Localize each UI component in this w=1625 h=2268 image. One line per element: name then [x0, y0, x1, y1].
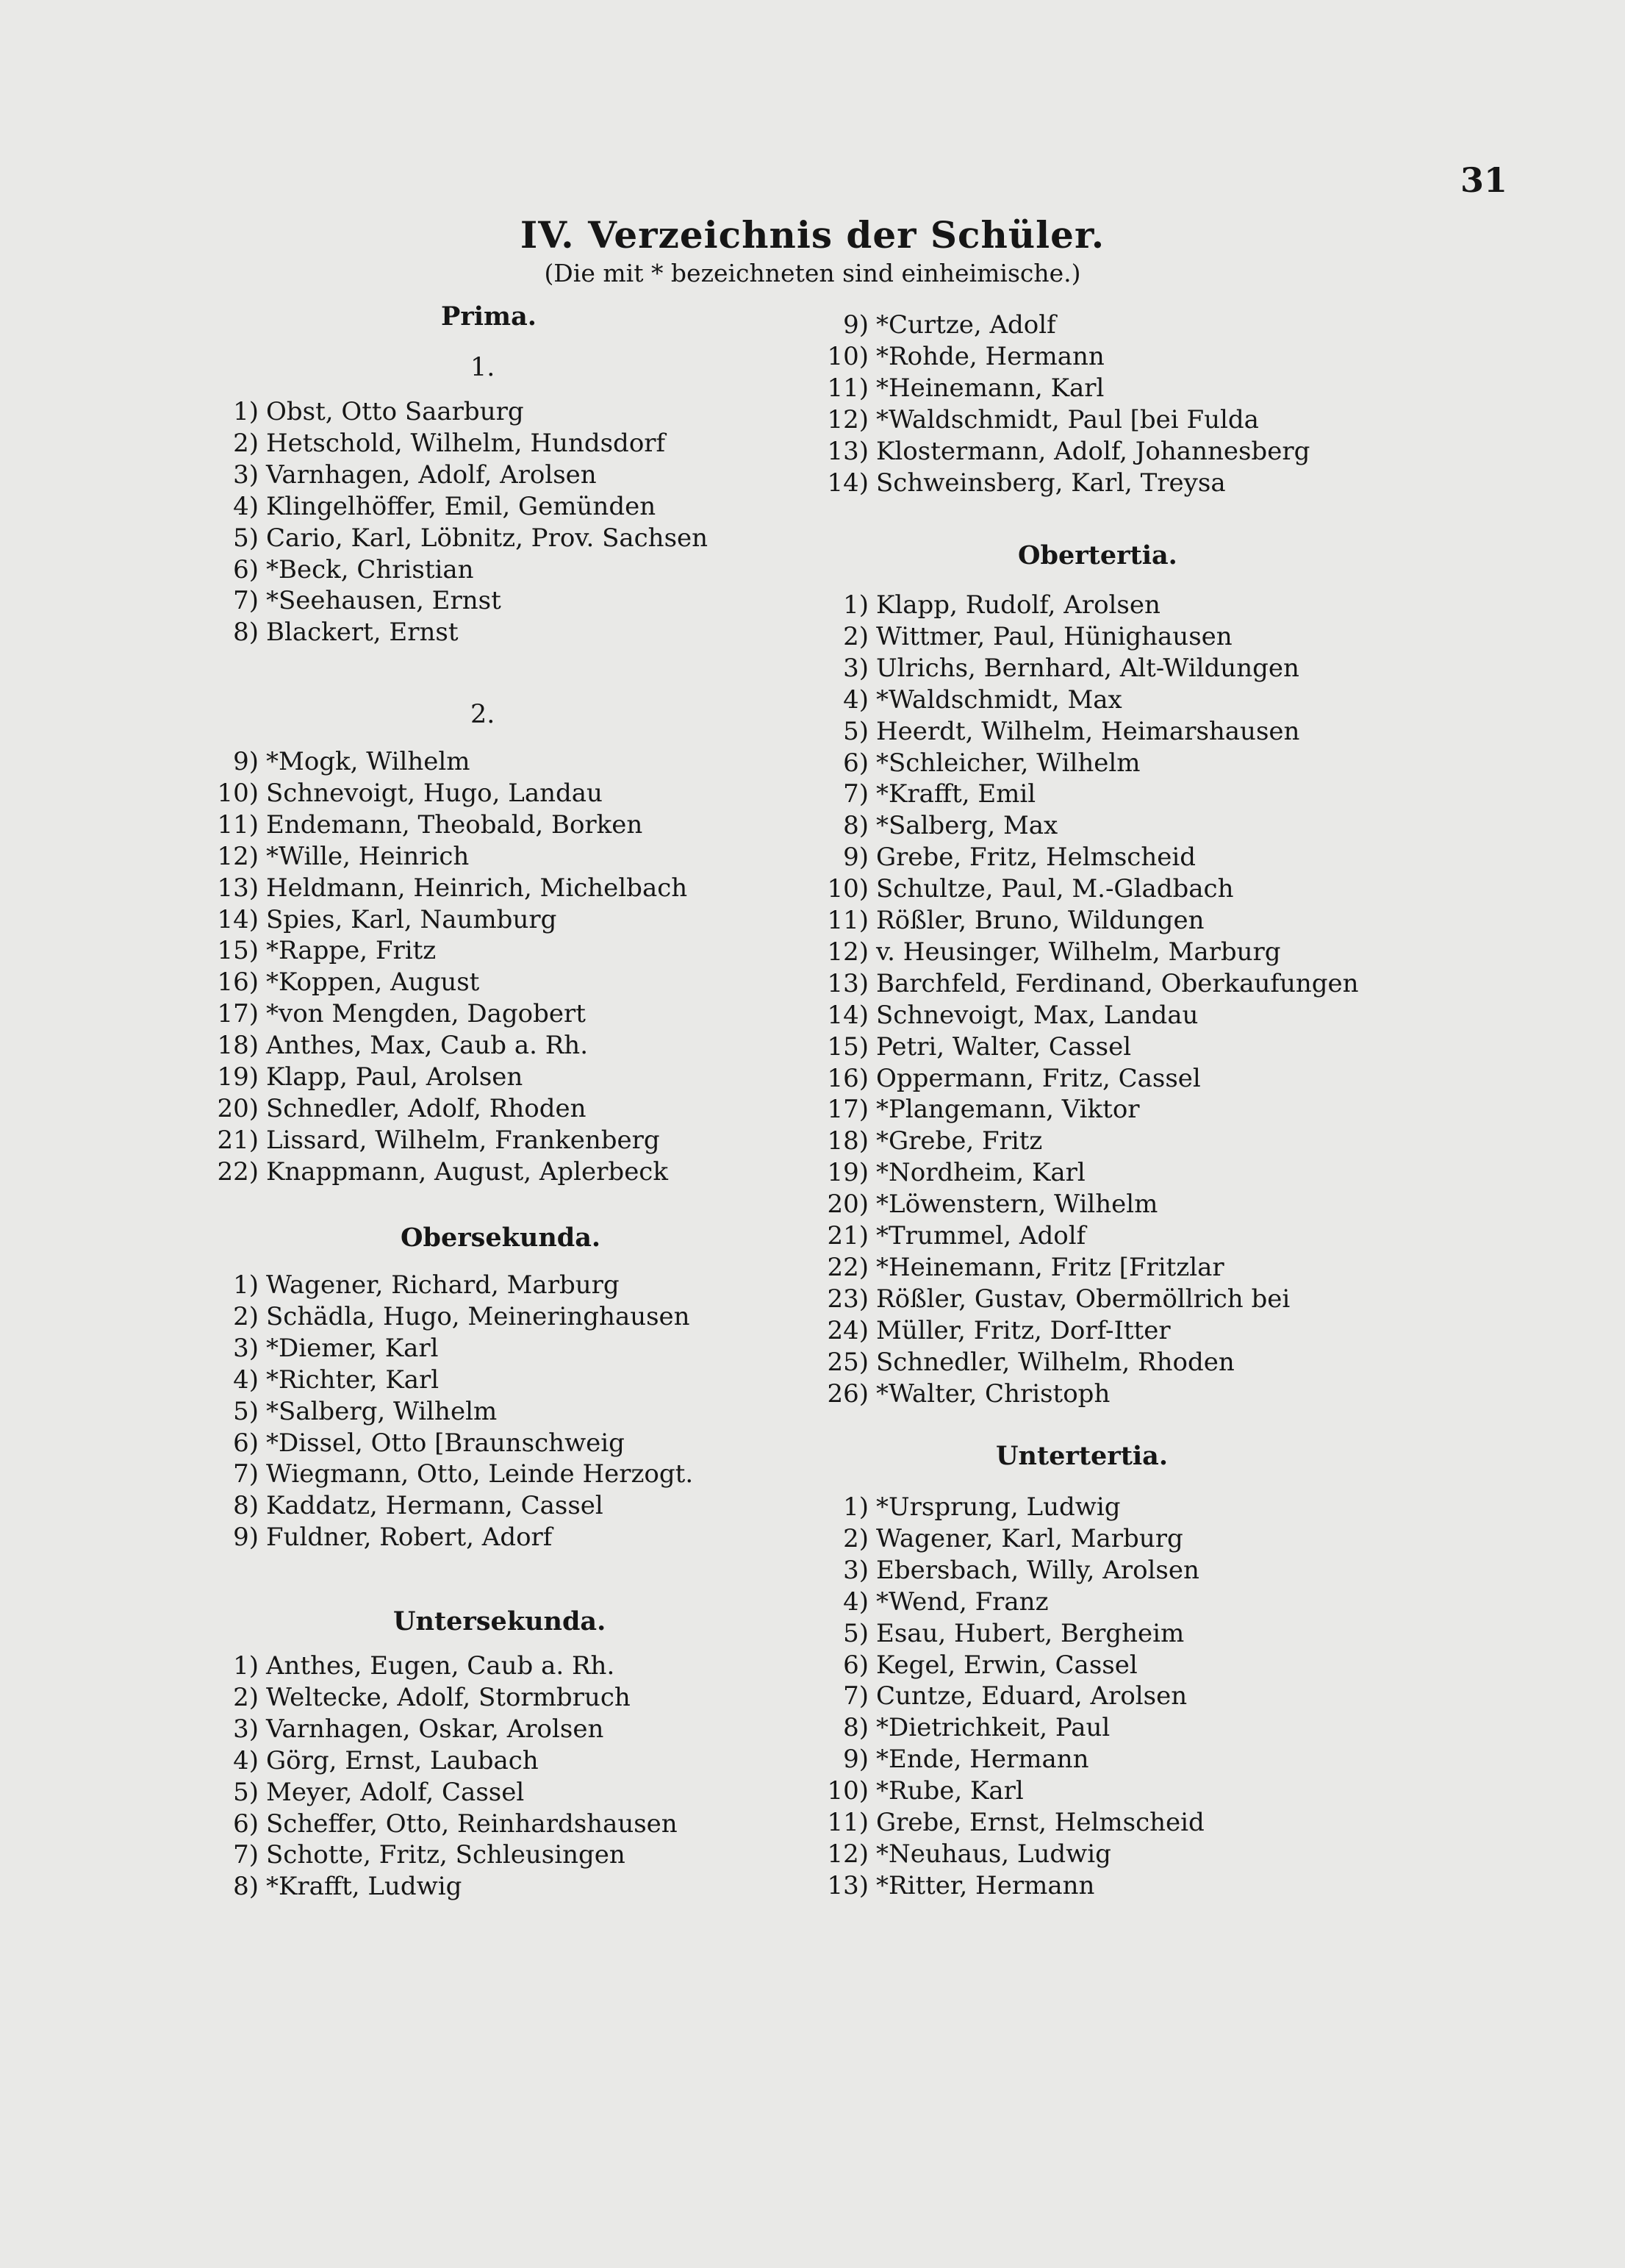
item-number: 20) [827, 1190, 869, 1220]
list-item [213, 1683, 631, 1715]
student-entry: *Salberg, Wilhelm [266, 1396, 498, 1426]
list-item [823, 1284, 1290, 1317]
list-item [823, 437, 1310, 469]
student-entry: Lissard, Wilhelm, Frankenberg [266, 1125, 660, 1155]
item-number: 15) [827, 1031, 869, 1062]
item-number: 3) [843, 1555, 869, 1585]
list-item [823, 1032, 1131, 1065]
list-item [213, 1840, 625, 1872]
student-entry: *Krafft, Emil [876, 779, 1036, 809]
list-item [823, 1524, 1183, 1556]
student-entry: *Beck, Christian [266, 554, 474, 584]
student-entry: Meyer, Adolf, Cassel [266, 1777, 525, 1807]
item-number: 8) [843, 811, 869, 841]
list-item [823, 1681, 1187, 1714]
list-item [823, 906, 1204, 938]
list-item [823, 654, 1299, 686]
list-item [213, 555, 474, 587]
list-item [213, 1746, 539, 1778]
item-number: 17) [217, 999, 259, 1029]
list-item [213, 1491, 603, 1523]
list-item [823, 969, 1359, 1001]
student-entry: Obst, Otto Saarburg [266, 397, 524, 426]
list-item [213, 1334, 439, 1366]
student-entry: *Trummel, Adolf [876, 1221, 1086, 1251]
student-entry: Ebersbach, Willy, Arolsen [876, 1555, 1199, 1585]
list-item [823, 1871, 1094, 1903]
list-item [213, 1031, 588, 1063]
item-number: 2) [233, 1682, 259, 1712]
student-entry: Varnhagen, Oskar, Arolsen [266, 1714, 604, 1744]
student-entry: Cario, Karl, Löbnitz, Prov. Sachsen [266, 523, 709, 553]
item-number: 4) [843, 684, 869, 715]
item-number: 11) [827, 1808, 869, 1837]
item-number: 7) [843, 779, 869, 809]
list-item [823, 1808, 1205, 1840]
item-number: 7) [233, 1840, 259, 1870]
student-entry: *Krafft, Ludwig [266, 1872, 462, 1902]
student-entry: Wagener, Karl, Marburg [876, 1523, 1183, 1553]
item-number: 4) [233, 1745, 259, 1775]
student-entry: Blackert, Ernst [266, 618, 459, 648]
student-entry: Rößler, Gustav, Obermöllrich bei [876, 1284, 1291, 1314]
item-number: 5) [233, 1777, 259, 1807]
item-number: 7) [233, 586, 259, 616]
item-number: 10) [827, 1776, 869, 1806]
list-item [823, 1556, 1199, 1588]
item-number: 8) [843, 1713, 869, 1743]
list-item [823, 1839, 1111, 1872]
student-entry: *Rube, Karl [876, 1776, 1024, 1806]
section-heading-obertertia: Obertertia. [1018, 540, 1177, 570]
list-item [213, 429, 665, 461]
list-item [213, 1872, 462, 1904]
item-number: 21) [217, 1125, 259, 1155]
item-number: 9) [843, 1745, 869, 1775]
list-item [823, 1379, 1110, 1412]
list-item [213, 397, 524, 429]
list-item [213, 1302, 690, 1334]
list-item [823, 1095, 1140, 1127]
section-heading-obersekunda: Obersekunda. [401, 1223, 601, 1253]
student-entry: *Ende, Hermann [876, 1745, 1089, 1775]
item-number: 1) [233, 1270, 259, 1300]
list-item [213, 1157, 668, 1190]
item-number: 2) [233, 428, 259, 458]
item-number: 10) [827, 341, 869, 371]
student-entry: Klapp, Paul, Arolsen [266, 1062, 523, 1092]
item-number: 1) [843, 590, 869, 620]
student-entry: *Mogk, Wilhelm [266, 747, 470, 776]
student-entry: Knappmann, August, Aplerbeck [266, 1156, 668, 1187]
item-number: 14) [827, 468, 869, 498]
item-number: 19) [217, 1062, 259, 1092]
item-number: 26) [827, 1378, 869, 1409]
item-number: 20) [217, 1093, 259, 1123]
item-number: 1) [233, 397, 259, 426]
group-label-2: 2. [470, 700, 495, 729]
student-entry: *Curtze, Adolf [876, 310, 1056, 340]
list-item [213, 523, 708, 556]
list-item [213, 460, 597, 493]
student-entry: Schnevoigt, Max, Landau [876, 1000, 1199, 1030]
student-entry: *Ritter, Hermann [876, 1870, 1095, 1900]
student-entry: *Salberg, Max [876, 811, 1058, 841]
item-number: 11) [827, 906, 869, 935]
item-number: 3) [233, 459, 259, 490]
item-number: 12) [827, 404, 869, 434]
item-number: 7) [843, 1681, 869, 1711]
item-number: 9) [843, 843, 869, 873]
item-number: 8) [233, 1872, 259, 1902]
list-item [823, 843, 1196, 875]
student-entry: Schnedler, Wilhelm, Rhoden [876, 1347, 1235, 1377]
student-entry: Scheffer, Otto, Reinhardshausen [266, 1809, 678, 1839]
student-entry: Schnedler, Adolf, Rhoden [266, 1093, 586, 1123]
student-entry: Hetschold, Wilhelm, Hundsdorf [266, 428, 666, 458]
list-item [213, 1428, 625, 1461]
list-item [213, 905, 556, 937]
list-item [213, 1523, 552, 1555]
item-number: 18) [827, 1126, 869, 1156]
item-number: 12) [217, 841, 259, 871]
list-item [213, 810, 642, 843]
item-number: 16) [827, 1063, 869, 1093]
list-item [213, 1094, 586, 1126]
student-entry: Grebe, Ernst, Helmscheid [876, 1808, 1205, 1837]
item-number: 24) [827, 1315, 869, 1345]
student-entry: Grebe, Fritz, Helmscheid [876, 843, 1196, 873]
student-entry: v. Heusinger, Wilhelm, Marburg [876, 937, 1281, 967]
item-number: 6) [843, 748, 869, 778]
student-entry: Weltecke, Adolf, Stormbruch [266, 1682, 631, 1712]
student-entry: Kaddatz, Hermann, Cassel [266, 1491, 603, 1521]
student-entry: *Koppen, August [266, 967, 480, 998]
item-number: 13) [827, 968, 869, 998]
item-number: 8) [233, 1491, 259, 1521]
item-number: 4) [843, 1586, 869, 1617]
student-entry: Schotte, Fritz, Schleusingen [266, 1840, 625, 1870]
student-entry: Oppermann, Fritz, Cassel [876, 1063, 1201, 1093]
list-item [213, 842, 469, 874]
list-item [823, 1492, 1121, 1525]
section-heading-untertertia: Untertertia. [996, 1441, 1169, 1471]
item-number: 3) [843, 653, 869, 683]
item-number: 3) [233, 1714, 259, 1744]
item-number: 5) [843, 1618, 869, 1648]
student-entry: Schweinsberg, Karl, Treysa [876, 468, 1226, 498]
item-number: 2) [233, 1301, 259, 1331]
student-entry: *Schleicher, Wilhelm [876, 748, 1141, 778]
student-entry: Schädla, Hugo, Meineringhausen [266, 1301, 690, 1331]
student-entry: Anthes, Max, Caub a. Rh. [266, 1031, 589, 1061]
student-entry: Anthes, Eugen, Caub a. Rh. [266, 1651, 615, 1681]
student-entry: *Neuhaus, Ludwig [876, 1839, 1111, 1869]
list-item [823, 373, 1104, 406]
list-item [823, 874, 1233, 906]
section-heading-untersekunda: Untersekunda. [393, 1606, 606, 1636]
student-entry: Rößler, Bruno, Wildungen [876, 906, 1205, 935]
student-entry: Endemann, Theobald, Borken [266, 809, 643, 840]
student-entry: Heldmann, Heinrich, Michelbach [266, 873, 688, 903]
list-item [823, 1221, 1086, 1253]
student-entry: *Heinemann, Fritz [Fritzlar [876, 1252, 1224, 1282]
student-entry: Petri, Walter, Cassel [876, 1031, 1132, 1062]
student-entry: *Löwenstern, Wilhelm [876, 1190, 1158, 1220]
item-number: 10) [217, 778, 259, 808]
list-item [823, 590, 1161, 623]
student-entry: Görg, Ernst, Laubach [266, 1745, 539, 1775]
student-entry: *Diemer, Karl [266, 1333, 439, 1363]
student-entry: Ulrichs, Bernhard, Alt-Wildungen [876, 653, 1299, 683]
item-number: 9) [233, 1523, 259, 1553]
list-item [823, 748, 1141, 781]
list-item [823, 1158, 1086, 1190]
list-item [823, 622, 1233, 654]
item-number: 8) [233, 618, 259, 648]
item-number: 7) [233, 1459, 259, 1489]
student-entry: Wiegmann, Otto, Leinde Herzogt. [266, 1459, 694, 1489]
student-entry: *Wille, Heinrich [266, 841, 470, 871]
item-number: 15) [217, 936, 259, 966]
list-item [823, 1126, 1042, 1159]
item-number: 1) [233, 1651, 259, 1681]
student-entry: *Grebe, Fritz [876, 1126, 1043, 1156]
item-number: 11) [217, 809, 259, 840]
list-item [823, 1316, 1171, 1348]
list-item [823, 811, 1058, 843]
item-number: 5) [843, 716, 869, 746]
list-item [213, 586, 501, 618]
item-number: 10) [827, 874, 869, 904]
group-label-1: 1. [470, 353, 495, 382]
list-item [823, 1776, 1024, 1809]
student-entry: Heerdt, Wilhelm, Heimarshausen [876, 716, 1300, 746]
item-number: 5) [233, 523, 259, 553]
student-entry: Wittmer, Paul, Hünighausen [876, 621, 1233, 651]
list-item [823, 1064, 1201, 1096]
student-entry: *Waldschmidt, Max [876, 684, 1122, 715]
list-item [213, 1651, 614, 1684]
list-item [823, 1619, 1184, 1651]
list-item [823, 1650, 1138, 1683]
list-item [823, 779, 1036, 812]
student-entry: Klapp, Rudolf, Arolsen [876, 590, 1161, 620]
list-item [213, 492, 656, 524]
list-item [823, 468, 1226, 501]
item-number: 16) [217, 967, 259, 998]
student-entry: Esau, Hubert, Bergheim [876, 1618, 1185, 1648]
list-item [213, 618, 459, 650]
list-item [213, 1397, 497, 1429]
list-item [823, 342, 1105, 374]
list-item [213, 1778, 524, 1810]
student-entry: *Wend, Franz [876, 1586, 1049, 1617]
item-number: 13) [217, 873, 259, 903]
student-entry: *Dissel, Otto [Braunschweig [266, 1428, 625, 1458]
student-entry: Wagener, Richard, Marburg [266, 1270, 620, 1300]
page-subtitle: (Die mit * bezeichneten sind einheimische.) [544, 259, 1081, 287]
item-number: 25) [827, 1347, 869, 1377]
item-number: 19) [827, 1158, 869, 1188]
list-item [213, 1809, 678, 1842]
list-item [213, 999, 586, 1031]
item-number: 22) [827, 1252, 869, 1282]
student-entry: *Dietrichkeit, Paul [876, 1713, 1111, 1743]
item-number: 2) [843, 621, 869, 651]
student-entry: Schultze, Paul, M.-Gladbach [876, 874, 1234, 904]
student-entry: *Nordheim, Karl [876, 1158, 1086, 1188]
student-entry: Varnhagen, Adolf, Arolsen [266, 459, 597, 490]
student-entry: Müller, Fritz, Dorf-Itter [876, 1315, 1171, 1345]
student-entry: *Seehausen, Ernst [266, 586, 501, 616]
student-entry: Spies, Karl, Naumburg [266, 904, 557, 934]
item-number: 5) [233, 1396, 259, 1426]
list-item [823, 685, 1122, 718]
item-number: 1) [843, 1492, 869, 1522]
student-entry: *Heinemann, Karl [876, 373, 1105, 403]
list-item [213, 779, 603, 811]
list-item [213, 1365, 439, 1398]
list-item [823, 1190, 1158, 1222]
student-entry: Cuntze, Eduard, Arolsen [876, 1681, 1188, 1711]
item-number: 22) [217, 1156, 259, 1187]
list-item [823, 937, 1281, 970]
student-entry: *Rappe, Fritz [266, 936, 437, 966]
student-entry: *Richter, Karl [266, 1364, 440, 1395]
item-number: 12) [827, 1839, 869, 1869]
student-entry: *Plangemann, Viktor [876, 1095, 1140, 1125]
page-title: IV. Verzeichnis der Schüler. [520, 213, 1105, 257]
list-item [213, 1270, 620, 1303]
item-number: 14) [217, 904, 259, 934]
student-entry: Klingelhöffer, Emil, Gemünden [266, 491, 656, 521]
student-entry: Barchfeld, Ferdinand, Oberkaufungen [876, 968, 1359, 998]
list-item [213, 1714, 603, 1747]
student-entry: *von Mengden, Dagobert [266, 999, 586, 1029]
section-heading-prima: Prima. [441, 301, 537, 332]
list-item [823, 1348, 1235, 1380]
student-entry: *Waldschmidt, Paul [bei Fulda [876, 404, 1259, 434]
list-item [823, 405, 1259, 437]
item-number: 6) [843, 1650, 869, 1680]
list-item [213, 747, 470, 779]
student-entry: *Rohde, Hermann [876, 341, 1105, 371]
list-item [823, 1253, 1224, 1285]
student-entry: Klostermann, Adolf, Johannesberg [876, 436, 1310, 466]
student-entry: *Ursprung, Ludwig [876, 1492, 1121, 1522]
item-number: 2) [843, 1523, 869, 1553]
item-number: 6) [233, 1809, 259, 1839]
student-entry: Schnevoigt, Hugo, Landau [266, 778, 603, 808]
list-item [213, 1126, 660, 1158]
student-entry: *Walter, Christoph [876, 1378, 1111, 1409]
item-number: 13) [827, 436, 869, 466]
item-number: 6) [233, 1428, 259, 1458]
item-number: 6) [233, 554, 259, 584]
list-item [823, 1745, 1089, 1777]
list-item [213, 936, 436, 968]
item-number: 13) [827, 1870, 869, 1900]
list-item [823, 310, 1056, 343]
student-entry: Kegel, Erwin, Cassel [876, 1650, 1138, 1680]
item-number: 17) [827, 1095, 869, 1125]
page-number: 31 [1460, 160, 1507, 200]
item-number: 18) [217, 1031, 259, 1061]
item-number: 3) [233, 1333, 259, 1363]
item-number: 21) [827, 1221, 869, 1251]
item-number: 11) [827, 373, 869, 403]
item-number: 4) [233, 491, 259, 521]
list-item [213, 873, 687, 906]
student-entry: Fuldner, Robert, Adorf [266, 1523, 553, 1553]
item-number: 12) [827, 937, 869, 967]
item-number: 9) [843, 310, 869, 340]
item-number: 9) [233, 747, 259, 776]
list-item [213, 1062, 523, 1095]
list-item [213, 1459, 693, 1492]
list-item [823, 717, 1299, 749]
item-number: 14) [827, 1000, 869, 1030]
list-item [823, 1587, 1049, 1620]
item-number: 23) [827, 1284, 869, 1314]
list-item [823, 1001, 1198, 1033]
item-number: 4) [233, 1364, 259, 1395]
list-item [213, 967, 479, 1000]
list-item [823, 1713, 1110, 1745]
